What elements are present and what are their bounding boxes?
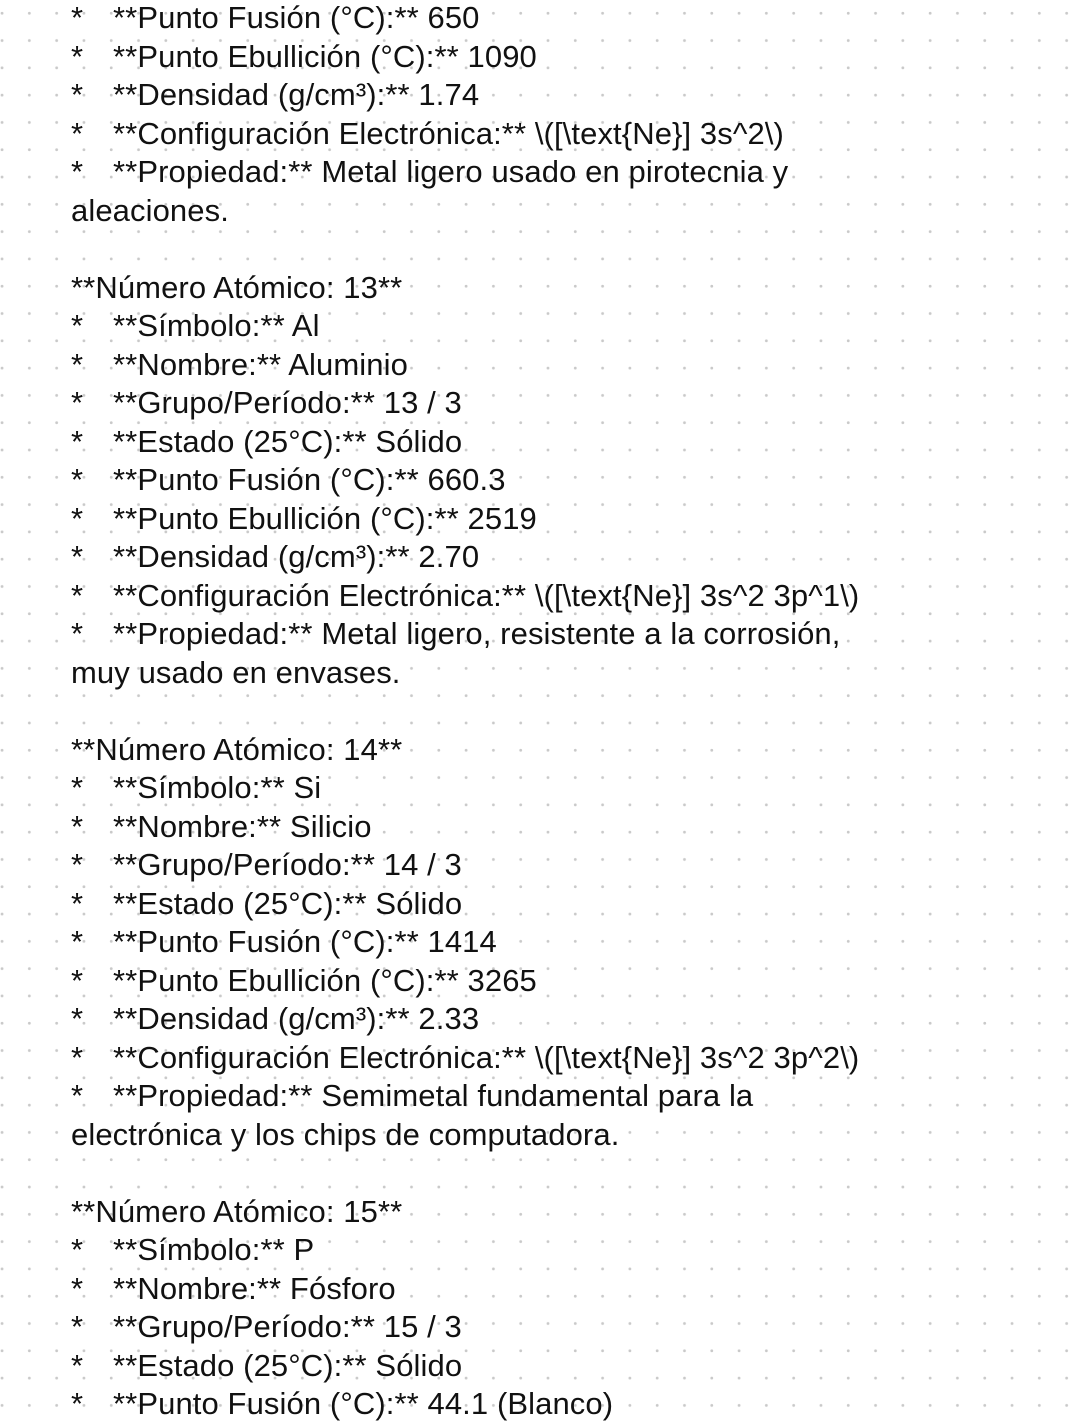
list-item: * **Configuración Electrónica:** \([\text{Ne}] 3s^2 3p^1\) [71,577,1031,616]
bullet: * [71,1347,84,1383]
list-item: * **Grupo/Período:** 14 / 3 [71,846,1031,885]
list-item: * **Punto Fusión (°C):** 660.3 [71,461,1031,500]
bullet: * [71,385,84,420]
list-item: * **Densidad (g/cm³):** 2.70 [71,538,1031,577]
bullet: * [71,346,84,382]
list-item: * **Nombre:** Silicio [71,808,1031,847]
bullet: * [71,1270,84,1306]
element-heading: **Número Atómico: 15** [71,1193,403,1229]
list-item: * **Símbolo:** Si [71,769,1031,808]
bullet: * [71,1039,84,1075]
list-item: * **Configuración Electrónica:** \([\text{Ne}] 3s^2 3p^2\) [71,1039,1031,1078]
bullet: * [71,1078,84,1113]
bullet: * [71,1309,84,1344]
bullet: * [71,1232,84,1267]
list-item: * **Grupo/Período:** 15 / 3 [71,1308,1031,1347]
list-item: * **Símbolo:** Al [71,307,1031,346]
list-item: * **Propiedad:** Semimetal fundamental para la [71,1077,1031,1116]
list-item: * **Punto Fusión (°C):** 1414 [71,923,1031,962]
list-item: * **Estado (25°C):** Sólido [71,885,1031,924]
list-item: * **Símbolo:** P [71,1231,1031,1270]
list-item-continuation: aleaciones. [71,192,229,228]
bullet: * [71,308,84,343]
list-item-continuation: muy usado en envases. [71,654,401,690]
bullet: * [71,539,84,574]
list-item: * **Densidad (g/cm³):** 2.33 [71,1000,1031,1039]
list-item: * **Configuración Electrónica:** \([\text{Ne}] 3s^2\) [71,115,1031,154]
bullet: * [71,115,84,151]
list-item: * **Punto Fusión (°C):** 44.1 (Blanco) [71,1385,1031,1424]
bullet: * [71,1001,84,1036]
bullet: * [71,924,84,959]
bullet: * [71,962,84,998]
bullet: * [71,38,84,74]
bullet: * [71,462,84,497]
bullet: * [71,500,84,536]
list-item: * **Punto Ebullición (°C):** 2519 [71,500,1031,539]
bullet: * [71,808,84,844]
list-item: * **Propiedad:** Metal ligero, resistente a la corrosión, [71,615,1031,654]
bullet: * [71,154,84,189]
list-item: * **Nombre:** Fósforo [71,1270,1031,1309]
bullet: * [71,77,84,112]
bullet: * [71,1386,84,1421]
list-item: * **Grupo/Período:** 13 / 3 [71,384,1031,423]
bullet: * [71,770,84,805]
list-item: * **Estado (25°C):** Sólido [71,423,1031,462]
list-item: * **Punto Fusión (°C):** 650 [71,0,1031,38]
bullet: * [71,885,84,921]
blank-line [71,230,1031,269]
bullet: * [71,577,84,613]
list-item: * **Propiedad:** Metal ligero usado en pirotecnia y [71,153,1031,192]
element-heading: **Número Atómico: 14** [71,731,403,767]
blank-line [71,692,1031,731]
list-item: * **Nombre:** Aluminio [71,346,1031,385]
bullet: * [71,0,84,35]
bullet: * [71,616,84,651]
bullet: * [71,423,84,459]
list-item-continuation: electrónica y los chips de computadora. [71,1116,620,1152]
list-item: * **Estado (25°C):** Sólido [71,1347,1031,1386]
list-item: * **Densidad (g/cm³):** 1.74 [71,76,1031,115]
list-item: * **Punto Ebullición (°C):** 3265 [71,962,1031,1001]
bullet: * [71,847,84,882]
element-heading: **Número Atómico: 13** [71,269,403,305]
list-item: * **Punto Ebullición (°C):** 1090 [71,38,1031,77]
document-body [71,0,1031,1424]
blank-line [71,1154,1031,1193]
